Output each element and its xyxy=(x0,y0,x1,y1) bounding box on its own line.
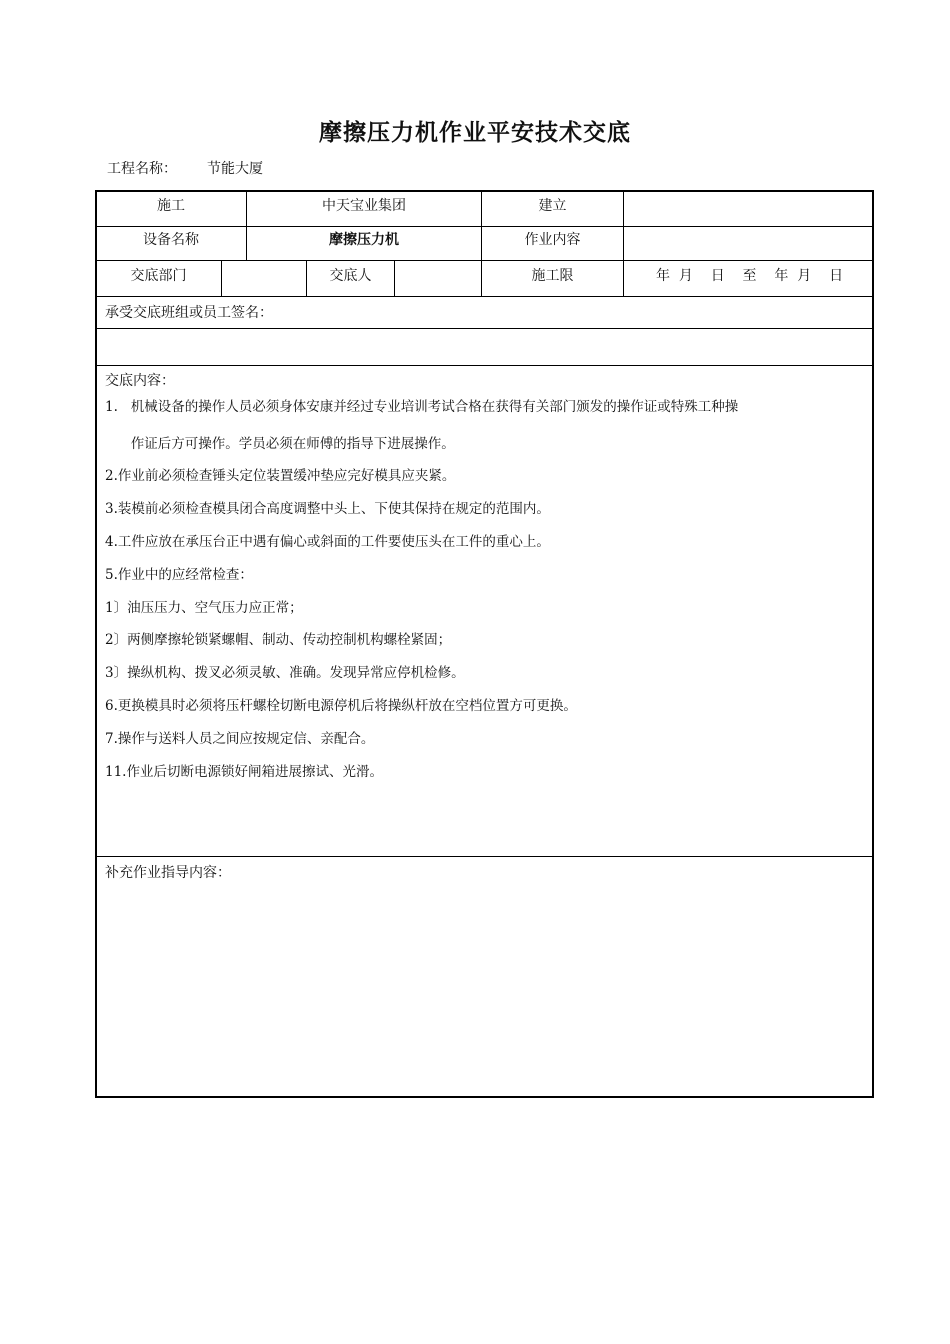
content-line: 2〕两侧摩擦轮锁紧螺帽、制动、传动控制机构螺栓紧固； xyxy=(105,632,452,648)
row-divider xyxy=(95,296,874,297)
content-line: 1〕油压压力、空气压力应正常； xyxy=(105,600,303,616)
work-content-label: 作业内容 xyxy=(524,232,581,248)
content-line: 2.作业前必须检查锤头定位装置缓冲垫应完好模具应夹紧。 xyxy=(105,468,456,484)
department-label: 交底部门 xyxy=(130,268,187,284)
content-label: 交底内容： xyxy=(105,373,175,389)
construction-value: 中天宝业集团 xyxy=(322,198,406,214)
row-divider xyxy=(95,856,874,857)
content-line: 1. 机械设备的操作人员必须身体安康并经过专业培训考试合格在获得有关部门颁发的操作证或特殊工种操 xyxy=(105,399,739,415)
project-value: 节能大厦 xyxy=(207,161,263,177)
content-line: 7.操作与送料人员之间应按规定信、亲配合。 xyxy=(105,731,375,747)
equipment-label: 设备名称 xyxy=(143,232,199,248)
content-line: 4.工件应放在承压台正中遇有偏心或斜面的工件要使压头在工件的重心上。 xyxy=(105,534,550,550)
content-line: 作证后方可操作。学员必须在师傅的指导下进展操作。 xyxy=(105,436,455,452)
col-divider xyxy=(221,260,222,297)
project-label: 工程名称： xyxy=(107,161,177,177)
row-divider xyxy=(95,365,874,366)
row-divider xyxy=(95,328,874,329)
content-line: 3.装模前必须检查模具闭合高度调整中头上、下使其保持在规定的范围内。 xyxy=(105,501,550,517)
period-label: 施工限 xyxy=(531,268,574,284)
col-divider xyxy=(623,191,624,297)
signature-label: 承受交底班组或员工签名： xyxy=(105,305,273,321)
briefer-label: 交底人 xyxy=(329,268,372,284)
content-line: 5.作业中的应经常检查： xyxy=(105,567,253,583)
project-name-row xyxy=(107,158,263,178)
period-dates: 年 月 日 至 年 月 日 xyxy=(656,268,844,284)
col-divider xyxy=(394,260,395,297)
document-title: 摩擦压力机作业平安技术交底 xyxy=(319,120,631,146)
row-divider xyxy=(95,260,874,261)
content-line: 3〕操纵机构、拨叉必须灵敏、准确。发现异常应停机检修。 xyxy=(105,665,465,681)
row-divider xyxy=(95,226,874,227)
supplement-label: 补充作业指导内容： xyxy=(105,865,231,881)
construction-label: 施工 xyxy=(157,198,185,214)
content-line: 11.作业后切断电源锁好闸箱进展擦试、光滑。 xyxy=(105,764,383,780)
builder-label: 建立 xyxy=(538,198,567,214)
content-line: 6.更换模具时必须将压杆螺栓切断电源停机后将操纵杆放在空档位置方可更换。 xyxy=(105,698,577,714)
equipment-value: 摩擦压力机 xyxy=(329,232,399,248)
